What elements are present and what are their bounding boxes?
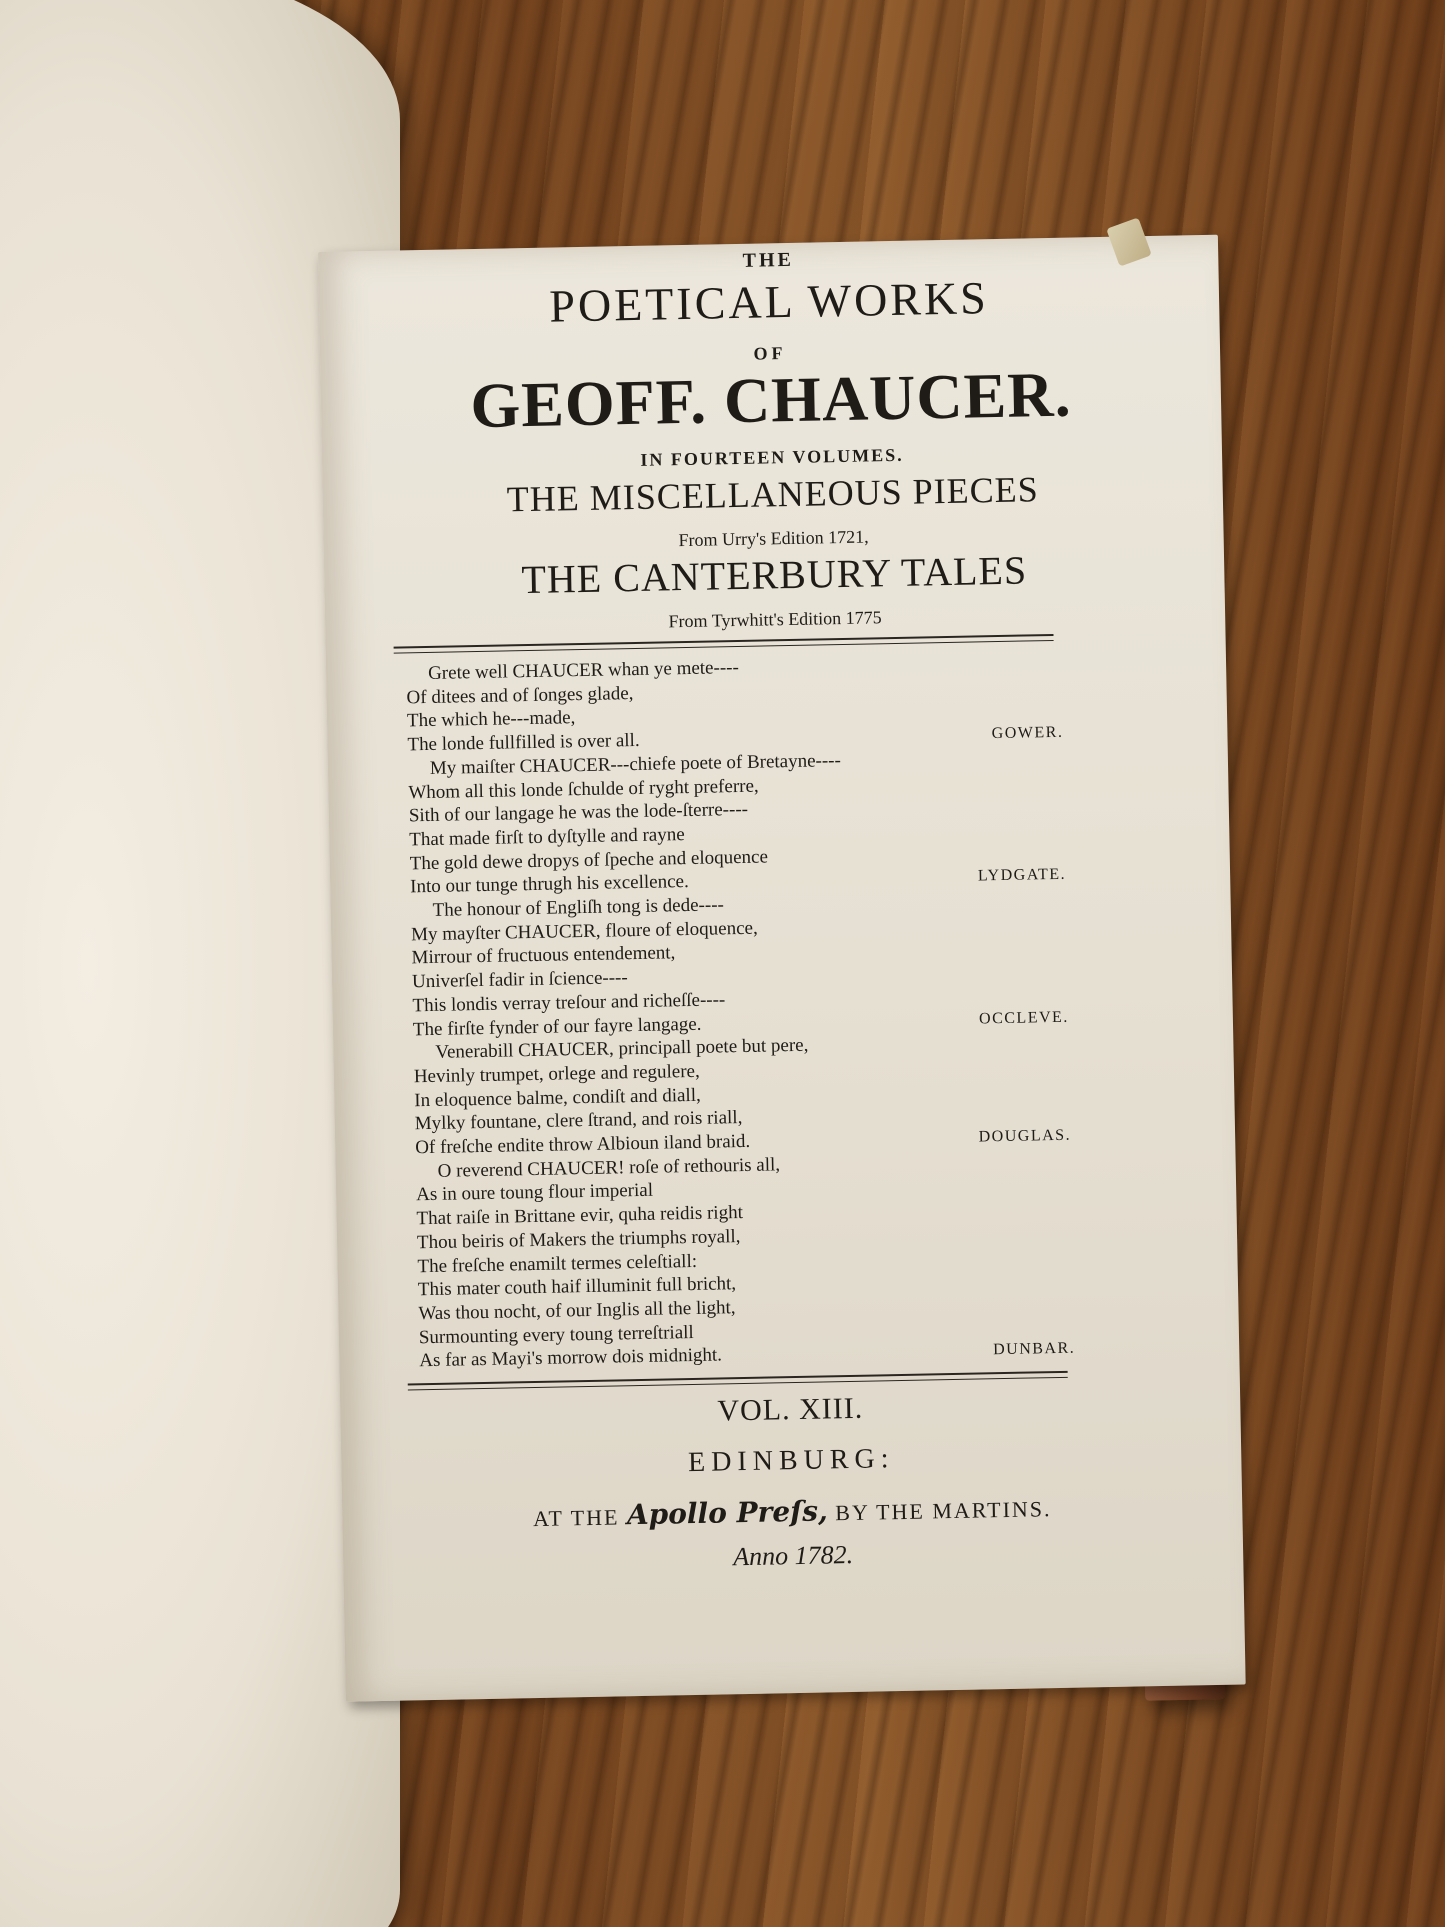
- verse-attribution: [1070, 1100, 1074, 1124]
- title-author: GEOFF. CHAUCER.: [469, 358, 1073, 442]
- verse-attribution: [1066, 887, 1070, 911]
- verse-text: Into our tunge thrugh his excellence.: [410, 871, 689, 898]
- imprint-by: BY THE MARTINS.: [835, 1496, 1052, 1526]
- verse-text: In eloquence balme, condiſt and diall,: [414, 1084, 701, 1111]
- title-canterbury: THE CANTERBURY TALES: [521, 547, 1028, 603]
- verse-text: Mirrour of fructuous entendement,: [411, 942, 676, 969]
- verse-attribution: GOWER.: [991, 723, 1064, 743]
- verse-attribution: [1065, 816, 1069, 840]
- verse-text: This londis verray treſour and richeſſe----: [412, 989, 726, 1017]
- verse-attribution: [1064, 768, 1068, 792]
- verse-text: The gold dewe dropys of ſpeche and eloquence: [409, 846, 769, 874]
- verse-text: Grete well CHAUCER whan ye mete----: [427, 656, 740, 684]
- verse-text: Univerſel fadir in ſcience----: [411, 967, 628, 993]
- verse-text: Sith of our langage he was the lode-ſterre----: [408, 799, 749, 827]
- imprint-printer: [342, 1486, 1242, 1536]
- verse-attribution: DOUGLAS.: [978, 1126, 1072, 1146]
- verse-text: Thou beiris of Makers the triumphs royall,: [416, 1225, 741, 1254]
- verse-text: Mylky fountane, clere ſtrand, and rois riall,: [414, 1107, 743, 1135]
- verse-text: This mater couth haif illuminit full bricht,: [417, 1273, 737, 1301]
- verse-attribution: [1068, 958, 1072, 982]
- verse-text: As far as Mayi's morrow dois midnight.: [419, 1344, 723, 1372]
- verse-attribution: [1074, 1290, 1078, 1314]
- verse-attribution: [1072, 1195, 1076, 1219]
- title-heading: POETICAL WORKS: [548, 272, 990, 332]
- verse-text: The londe fullfilled is over all.: [407, 730, 640, 756]
- verse-attribution: [1073, 1218, 1077, 1242]
- verse-text: Of freſche endite throw Albioun iland braid.: [415, 1130, 751, 1159]
- verse-text: As in oure toung flour imperial: [415, 1180, 654, 1206]
- verse-text: Of ditees and of ſonges glade,: [406, 682, 634, 709]
- title-misc: THE MISCELLANEOUS PIECES: [506, 469, 1040, 520]
- verse-text: My maiſter CHAUCER---chiefe poete of Bretayne----: [429, 749, 842, 779]
- verse-attribution: [1067, 910, 1071, 934]
- verse-attribution: [1075, 1313, 1079, 1337]
- verse-attribution: [1062, 650, 1066, 674]
- volume-number: VOL. XIII.: [717, 1391, 864, 1428]
- verse-attribution: [1062, 673, 1066, 697]
- verse-attribution: [1064, 745, 1068, 769]
- title-the: THE: [742, 248, 795, 272]
- verse-attribution: [1072, 1171, 1076, 1195]
- title-of: OF: [753, 343, 787, 364]
- verse-text: The firſte fynder of our fayre langage.: [412, 1013, 702, 1040]
- verse-attribution: LYDGATE.: [977, 866, 1067, 885]
- imprint-at-the: AT THE: [532, 1504, 620, 1532]
- verse-attribution: [1068, 982, 1072, 1006]
- verse-text: The honour of Engliſh tong is dede----: [432, 894, 725, 921]
- verse-text: Surmounting every toung terreſtriall: [418, 1321, 694, 1348]
- verse-attribution: [1067, 934, 1071, 958]
- verse-attribution: [1070, 1076, 1074, 1100]
- verse-text: Was thou nocht, of our Inglis all the light,: [418, 1297, 736, 1325]
- verse-attribution: [1069, 1029, 1073, 1053]
- imprint-city: EDINBURG:: [687, 1443, 895, 1479]
- verse-text: Hevinly trumpet, orlege and regulere,: [413, 1060, 700, 1088]
- verse-text: The which he---made,: [406, 707, 576, 732]
- verse-attribution: [1070, 1053, 1074, 1077]
- verse-attribution: [1065, 839, 1069, 863]
- verse-attribution: [1063, 697, 1067, 721]
- verse-text: O reverend CHAUCER! roſe of rethouris all,: [437, 1154, 781, 1182]
- verse-text: Whom all this londe ſchulde of ryght preferre,: [408, 775, 759, 803]
- verse-attribution: [1074, 1266, 1078, 1290]
- verse-text: The freſche enamilt termes celeſtiall:: [417, 1250, 698, 1277]
- verse-attribution: DUNBAR.: [992, 1340, 1076, 1359]
- verse-attribution: [1071, 1147, 1075, 1171]
- verse-text: That made firſt to dyſtylle and rayne: [409, 823, 685, 851]
- title-volumes: IN FOURTEEN VOLUMES.: [640, 444, 904, 470]
- verse-attribution: [1073, 1242, 1077, 1266]
- verse-attribution: [1065, 792, 1069, 816]
- verse-text: That raiſe in Brittane evir, quha reidis right: [416, 1202, 744, 1230]
- verse-attribution: OCCLEVE.: [978, 1008, 1069, 1027]
- verse-text: Venerabill CHAUCER, principall poete but pere,: [435, 1034, 809, 1064]
- title-tyrwhitt: From Tyrwhitt's Edition 1775: [668, 607, 882, 632]
- imprint-press: Apollo Preſs,: [626, 1494, 829, 1532]
- imprint-year: Anno 1782.: [732, 1539, 854, 1572]
- title-page: [318, 235, 1246, 1702]
- verse-block: [406, 650, 1080, 1374]
- verse-text: My mayſter CHAUCER, floure of eloquence,: [410, 917, 758, 946]
- title-urry: From Urry's Edition 1721,: [678, 526, 869, 551]
